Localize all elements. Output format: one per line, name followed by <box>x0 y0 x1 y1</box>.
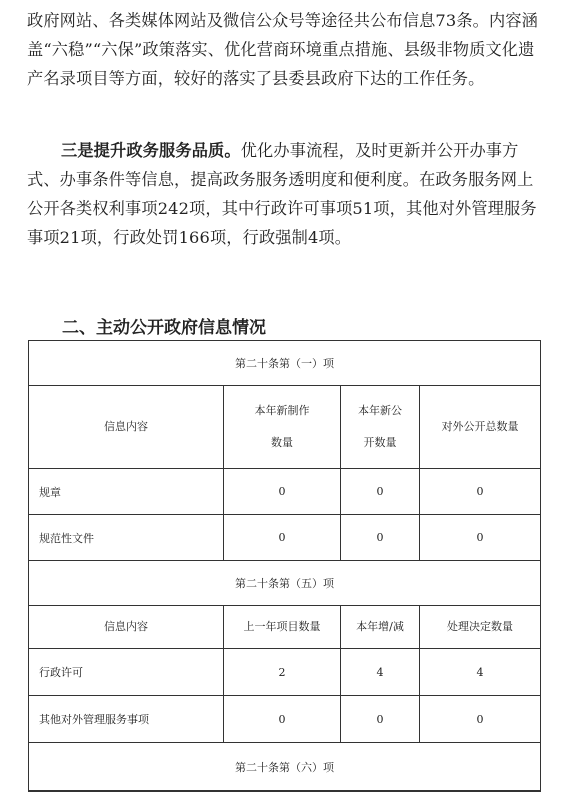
table-cell: 4 <box>420 649 541 696</box>
section-title-1: 第二十条第（一）项 <box>29 341 541 386</box>
section-title-3: 第二十条第（六）项 <box>29 743 541 791</box>
table-cell: 0 <box>420 469 541 515</box>
table-section-title-row <box>29 743 541 791</box>
table-cell <box>29 791 541 792</box>
section-heading: 二、主动公开政府信息情况 <box>62 318 266 338</box>
row-label: 规范性文件 <box>29 515 224 561</box>
row-label: 其他对外管理服务事项 <box>29 696 224 743</box>
paragraph-1: 政府网站、各类媒体网站及微信公众号等途径共公布信息73条。内容涵盖“六稳”“六保”政策落实、优化营商环境重点措施、县级非物质文化遗产名录项目等方面，较好的落实了县委县政府下达的工作任务。 <box>27 11 539 88</box>
table-header-row <box>29 386 541 469</box>
table-cell: 0 <box>420 696 541 743</box>
table-section-title-row <box>29 341 541 386</box>
column-header: 本年新制作数量 <box>224 386 341 469</box>
paragraph-2 <box>27 136 547 252</box>
table-row <box>29 515 541 561</box>
table-cell: 0 <box>341 696 420 743</box>
table-cell: 0 <box>420 515 541 561</box>
column-header: 处理决定数量 <box>420 606 541 649</box>
section-title-2: 第二十条第（五）项 <box>29 561 541 606</box>
table-cell: 2 <box>224 649 341 696</box>
column-header: 对外公开总数量 <box>420 386 541 469</box>
table-cell: 0 <box>341 469 420 515</box>
paragraph-2-body: 优化办事流程，及时更新并公开办事方式、办事条件等信息，提高政务服务透明度和便利度。在政务服务网上公开各类权利事项242项，其中行政许可事项51项，其他对外管理服务事项21项，行政处罚166项，行政强制4项。 <box>27 141 537 247</box>
column-header: 本年新公开数量 <box>341 386 420 469</box>
row-label: 规章 <box>29 469 224 515</box>
column-header: 信息内容 <box>29 606 224 649</box>
table-cell: 4 <box>341 649 420 696</box>
table-row <box>29 696 541 743</box>
table-cell: 0 <box>224 469 341 515</box>
paragraph-2-heading: 三是提升政务服务品质。 <box>61 141 241 160</box>
table-cell: 0 <box>341 515 420 561</box>
table-continuation-row <box>29 791 541 792</box>
table-section-title-row <box>29 561 541 606</box>
table-cell: 0 <box>224 515 341 561</box>
table-row <box>29 649 541 696</box>
info-table <box>28 340 541 792</box>
column-header: 上一年项目数量 <box>224 606 341 649</box>
row-label: 行政许可 <box>29 649 224 696</box>
table-cell: 0 <box>224 696 341 743</box>
column-header: 信息内容 <box>29 386 224 469</box>
table-row <box>29 469 541 515</box>
column-header: 本年增/减 <box>341 606 420 649</box>
table-header-row <box>29 606 541 649</box>
